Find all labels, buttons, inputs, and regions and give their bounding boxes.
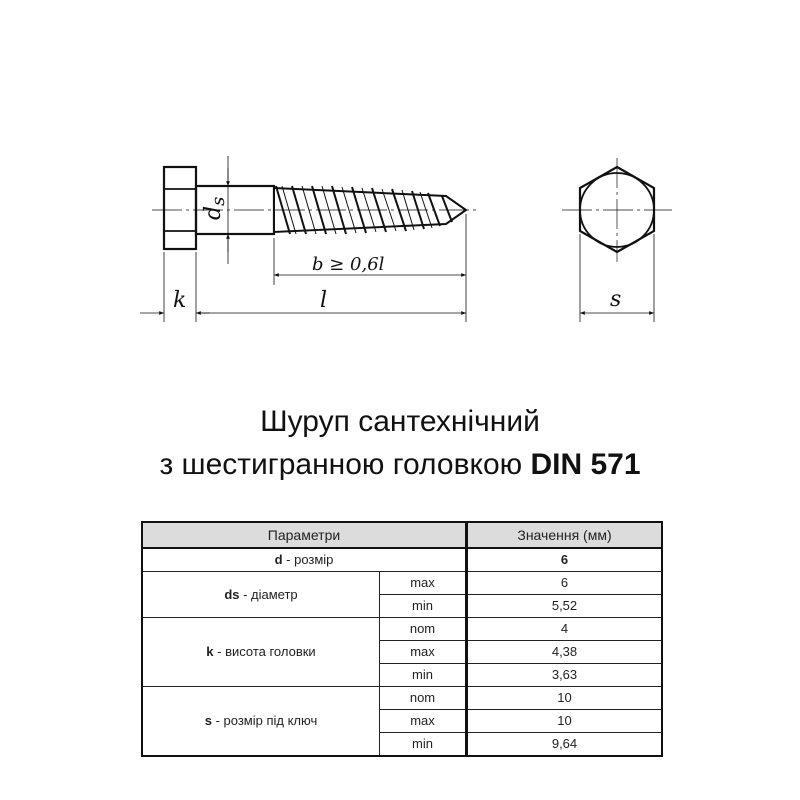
spec-table	[141, 521, 663, 757]
product-title-line1: Шуруп сантехнічний	[260, 405, 540, 438]
k-label: k	[173, 288, 187, 313]
table-row	[142, 548, 662, 572]
b-label: b ≥ 0,6l	[312, 254, 385, 275]
l-label: l	[320, 288, 328, 313]
header-values: Значення (мм)	[467, 522, 663, 548]
value: 5,52	[467, 595, 663, 618]
product-title-line2	[0, 445, 800, 485]
table-header	[142, 522, 662, 548]
value: 4	[467, 618, 663, 641]
value: 10	[467, 687, 663, 710]
value: 10	[467, 710, 663, 733]
param-ds: ds - діаметр	[142, 572, 380, 618]
value: 6	[467, 572, 663, 595]
param-s: s - розмір під ключ	[142, 687, 380, 757]
kind: max	[380, 572, 467, 595]
kind: min	[380, 595, 467, 618]
header-params: Параметри	[142, 522, 467, 548]
value: 3,63	[467, 664, 663, 687]
kind: max	[380, 710, 467, 733]
param-d: d - розмір	[142, 548, 467, 572]
screw-side-view	[140, 156, 478, 322]
kind: min	[380, 733, 467, 757]
kind: nom	[380, 687, 467, 710]
table-row	[142, 618, 662, 641]
standard-name: DIN 571	[530, 448, 641, 481]
ds-label: ds	[201, 196, 229, 220]
kind: nom	[380, 618, 467, 641]
value: 9,64	[467, 733, 663, 757]
title-prefix: з шестигранною головкою	[159, 448, 531, 481]
technical-drawing	[0, 0, 800, 360]
s-label: s	[610, 287, 622, 312]
table-row	[142, 687, 662, 710]
value-d: 6	[467, 548, 663, 572]
kind: max	[380, 641, 467, 664]
kind: min	[380, 664, 467, 687]
table-row	[142, 572, 662, 595]
param-k: k - висота головки	[142, 618, 380, 687]
value: 4,38	[467, 641, 663, 664]
